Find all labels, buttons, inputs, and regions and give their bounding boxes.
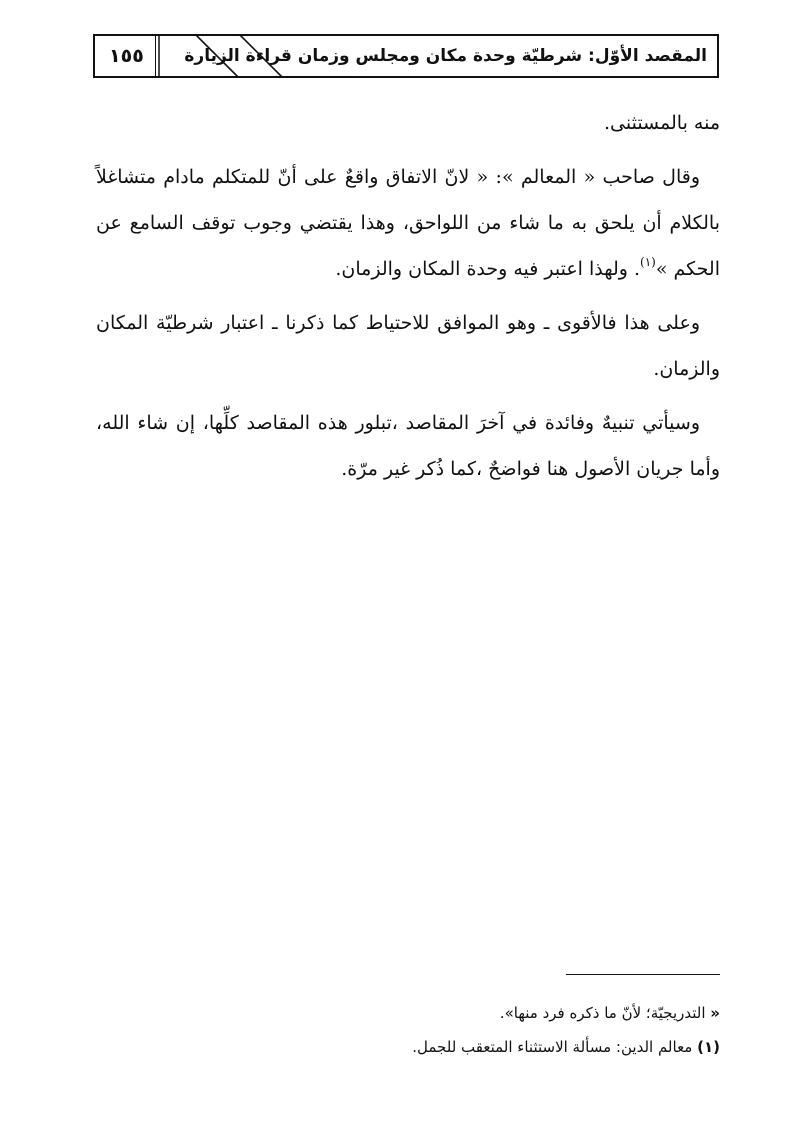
continuation-mark: «: [710, 1004, 720, 1022]
main-text: [96, 100, 720, 500]
running-header: [93, 34, 719, 78]
footnote-1: [96, 1030, 720, 1064]
footnote-ref-1[interactable]: (١): [640, 255, 656, 269]
paragraph-2-tail: . ولهذا اعتبر فيه وحدة المكان والزمان.: [335, 258, 641, 280]
paragraph-4: وسيأتي تنبيهٌ وفائدة في آخرَ المقاصد ،تبلور هذه المقاصد كلِّها، إن شاء الله، وأما جريان الأصول هنا فواضحٌ ،كما ذُكر غير مرّة.: [96, 412, 720, 480]
paragraph-2: [96, 154, 720, 292]
chapter-title: المقصد الأوّل: شرطيّة وحدة مكان ومجلس وزمان قراءة الزيارة: [184, 46, 707, 66]
page-number: ١٥٥: [109, 45, 144, 67]
paragraph-3: وعلى هذا فالأقوى ـ وهو الموافق للاحتياط كما ذكرنا ـ اعتبار شرطيّة المكان والزمان.: [96, 312, 720, 380]
continuation-text: التدريجيّة؛ لأنّ ما ذكره فرد منها».: [499, 1004, 706, 1022]
paragraph-1: منه بالمستثنى.: [603, 112, 720, 134]
footnote-1-text: معالم الدين: مسألة الاستثناء المتعقب للجمل.: [412, 1038, 693, 1056]
footnote-separator: [566, 974, 720, 975]
footnote-continuation: [96, 996, 720, 1030]
footnote-1-number: (١): [697, 1038, 720, 1056]
paragraph-2-text: وقال صاحب « المعالم »: « لانّ الاتفاق واقعٌ على أنّ للمتكلم مادام متشاغلاً بالكلام أن يلحق به ما شاء من اللواحق، وهذا يقتضي وجوب توقف السامع عن الحكم »: [96, 166, 720, 280]
footnotes: [96, 996, 720, 1064]
